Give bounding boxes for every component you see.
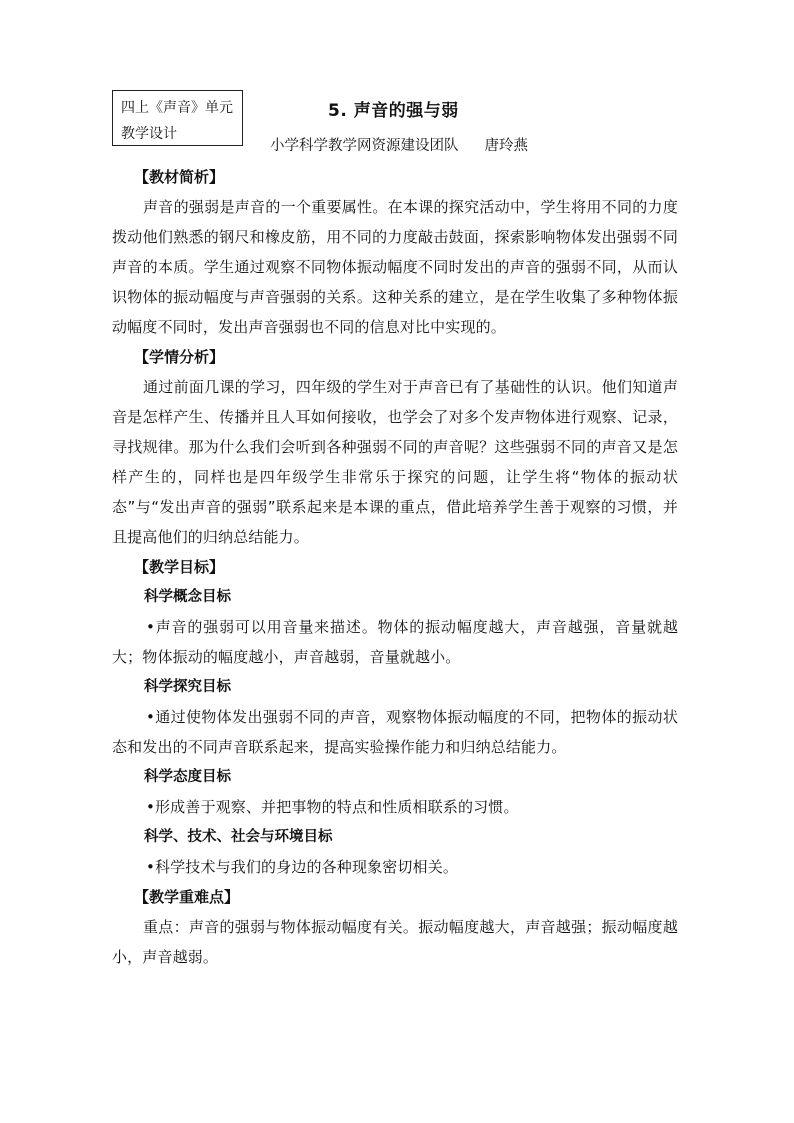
byline xyxy=(270,134,528,155)
goal-inquiry-title: 科学探究目标 xyxy=(144,679,231,695)
goal-attitude-text: •形成善于观察、并把事物的特点和性质相联系的习惯。 xyxy=(146,798,519,816)
author-name: 唐玲燕 xyxy=(484,138,528,154)
goal-sts-title: 科学、技术、社会与环境目标 xyxy=(144,829,333,845)
lesson-title: 5. 声音的强与弱 xyxy=(328,101,459,121)
section-heading-textbook: 【教材简析】 xyxy=(134,168,225,186)
goal-concept-text: •声音的强弱可以用音量来描述。物体的振动幅度越大，声音越强，音量就越大；物体振动的幅度越小，声音越弱，音量就越小。 xyxy=(112,618,678,666)
goal-sts-text: •科学技术与我们的身边的各种现象密切相关。 xyxy=(146,858,458,876)
goal-concept-title: 科学概念目标 xyxy=(144,589,231,605)
keypoints-text: 重点：声音的强弱与物体振动幅度有关。振动幅度越大，声音越强；振动幅度越小，声音越弱。 xyxy=(112,918,678,966)
unit-label-line1: 四上《声音》单元 xyxy=(121,100,233,116)
unit-label-line2: 教学设计 xyxy=(121,126,177,142)
goal-inquiry-text: •通过使物体发出强弱不同的声音，观察物体振动幅度的不同，把物体的振动状态和发出的不同声音联系起来，提高实验操作能力和归纳总结能力。 xyxy=(112,708,678,756)
team-name: 小学科学教学网资源建设团队 xyxy=(270,138,459,154)
section-heading-keypoints: 【教学重难点】 xyxy=(134,888,240,906)
unit-label-box xyxy=(112,90,243,146)
textbook-analysis-text: 声音的强弱是声音的一个重要属性。在本课的探究活动中，学生将用不同的力度拨动他们熟悉的钢尺和橡皮筋，用不同的力度敲击鼓面，探索影响物体发出强弱不同声音的本质。学生通过观察不同物体振动幅度不同时发出的声音的强弱不同，从而认识物体的振动幅度与声音强弱的关系。这种关系的建立，是在学生收集了多种物体振动幅度不同时，发出声音强弱也不同的信息对比中实现的。 xyxy=(112,198,678,336)
section-heading-students: 【学情分析】 xyxy=(134,348,225,366)
document-body xyxy=(112,162,678,972)
section-heading-goals: 【教学目标】 xyxy=(134,558,225,576)
goal-attitude-title: 科学态度目标 xyxy=(144,769,231,785)
student-analysis-text: 通过前面几课的学习，四年级的学生对于声音已有了基础性的认识。他们知道声音是怎样产生、传播并且人耳如何接收，也学会了对多个发声物体进行观察、记录，寻找规律。那为什么我们会听到各种强弱不同的声音呢？这些强弱不同的声音又是怎样产生的，同样也是四年级学生非常乐于探究的问题，让学生将“物体的振动状态”与“发出声音的强弱”联系起来是本课的重点，借此培养学生善于观察的习惯，并且提高他们的归纳总结能力。 xyxy=(112,378,678,546)
